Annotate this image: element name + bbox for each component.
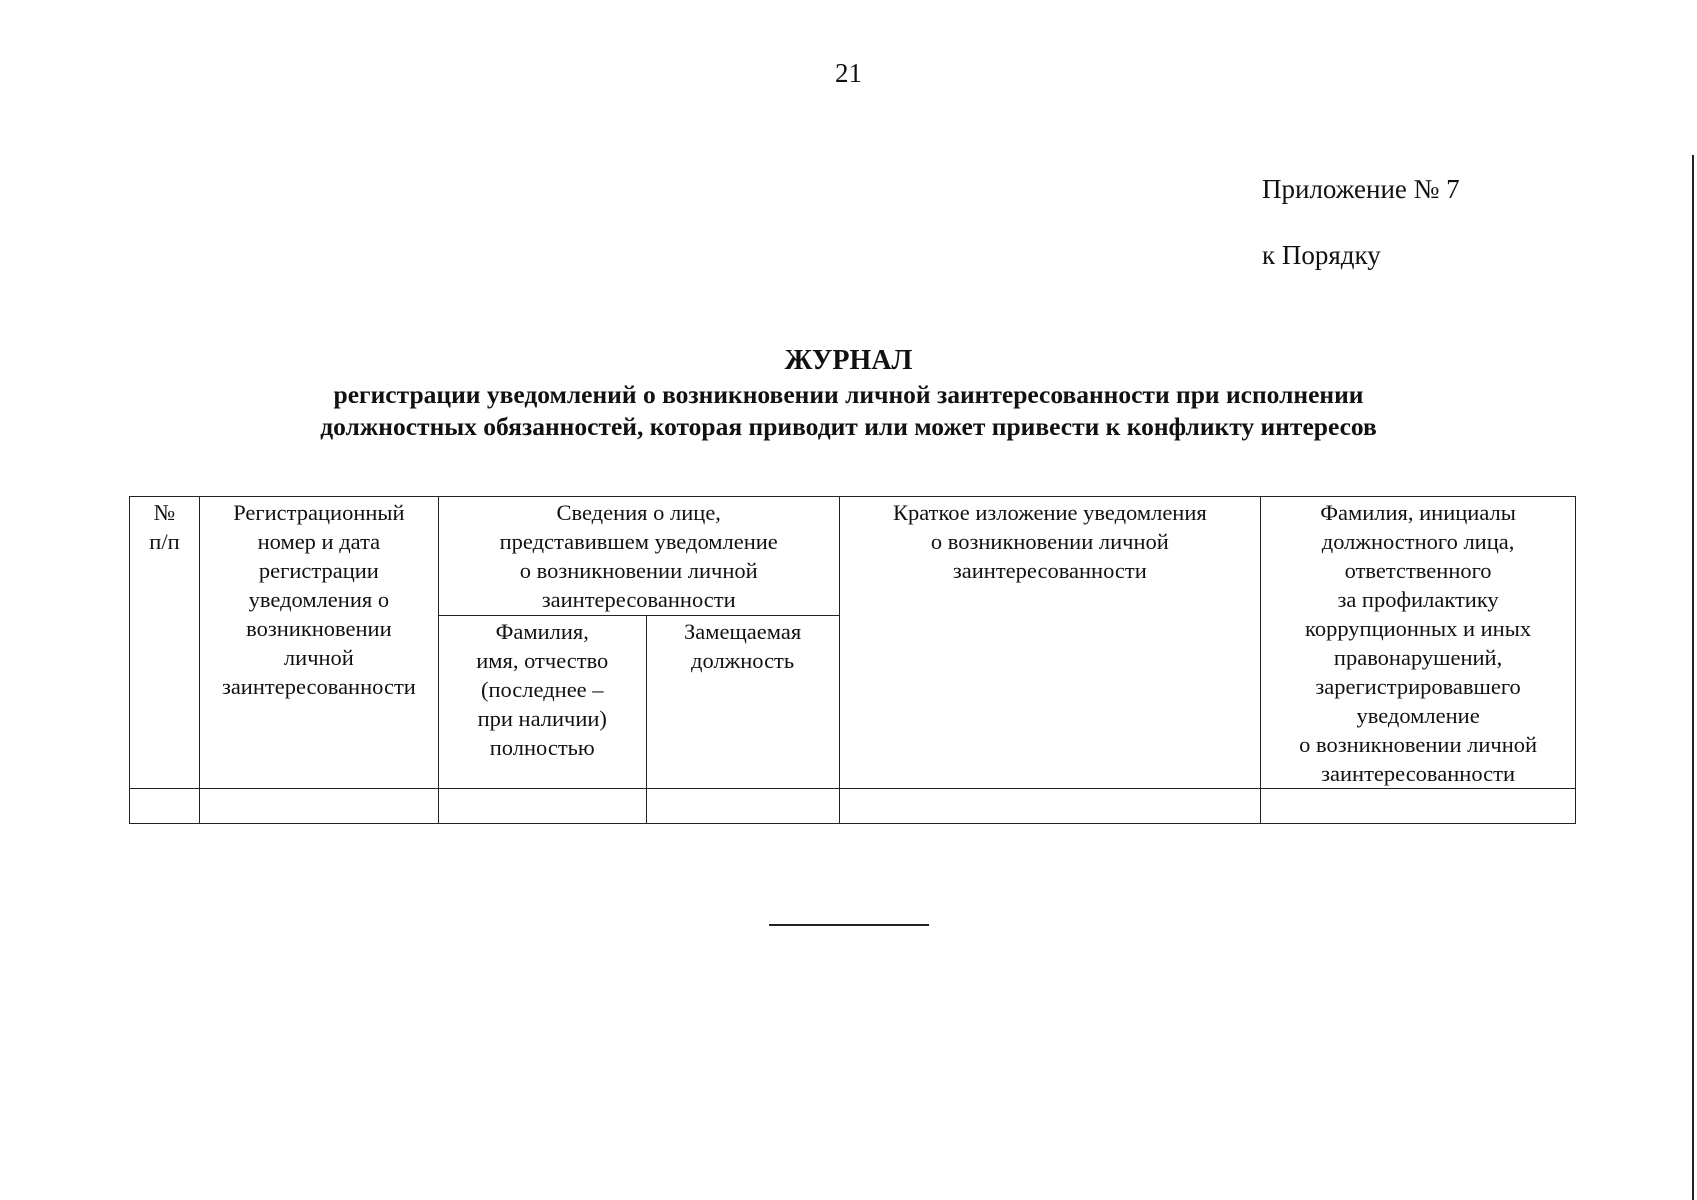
table-cell xyxy=(438,789,646,824)
header-cell-person-name: Фамилия, имя, отчество (последнее – при наличии) полностью xyxy=(438,615,646,788)
end-rule xyxy=(769,924,929,926)
appendix-number: Приложение № 7 xyxy=(1262,174,1460,204)
header-cell-number: № п/п xyxy=(130,497,200,789)
appendix-reference: к Порядку xyxy=(1262,240,1381,270)
page-number: 21 xyxy=(835,58,862,88)
table-header-row xyxy=(130,497,1576,616)
header-cell-responsible-official: Фамилия, инициалы должностного лица, ответственного за профилактику коррупционных и иных правонарушений, зарегистрировавшего уведомление о возникновении личной заинтересованности xyxy=(1261,497,1576,789)
table-cell xyxy=(199,789,438,824)
table-cell xyxy=(839,789,1261,824)
journal-table xyxy=(129,496,1576,824)
appendix-note xyxy=(1262,172,1460,272)
table-cell xyxy=(1261,789,1576,824)
table-cell xyxy=(130,789,200,824)
document-subtitle-line-2: должностных обязанностей, которая приводит или может привести к конфликту интересов xyxy=(320,412,1377,441)
header-cell-registration: Регистрационный номер и дата регистрации уведомления о возникновении личной заинтересованности xyxy=(199,497,438,789)
document-subtitle-line-1: регистрации уведомлений о возникновении личной заинтересованности при исполнении xyxy=(333,380,1364,409)
table-cell xyxy=(646,789,839,824)
table-row xyxy=(130,789,1576,824)
header-cell-person-info: Сведения о лице, представившем уведомление о возникновении личной заинтересованности xyxy=(438,497,839,616)
document-heading xyxy=(0,344,1697,442)
document-title: ЖУРНАЛ xyxy=(784,345,913,376)
header-cell-person-position: Замещаемая должность xyxy=(646,615,839,788)
page-edge-line xyxy=(1692,155,1694,1200)
header-cell-summary: Краткое изложение уведомления о возникновении личной заинтересованности xyxy=(839,497,1261,789)
